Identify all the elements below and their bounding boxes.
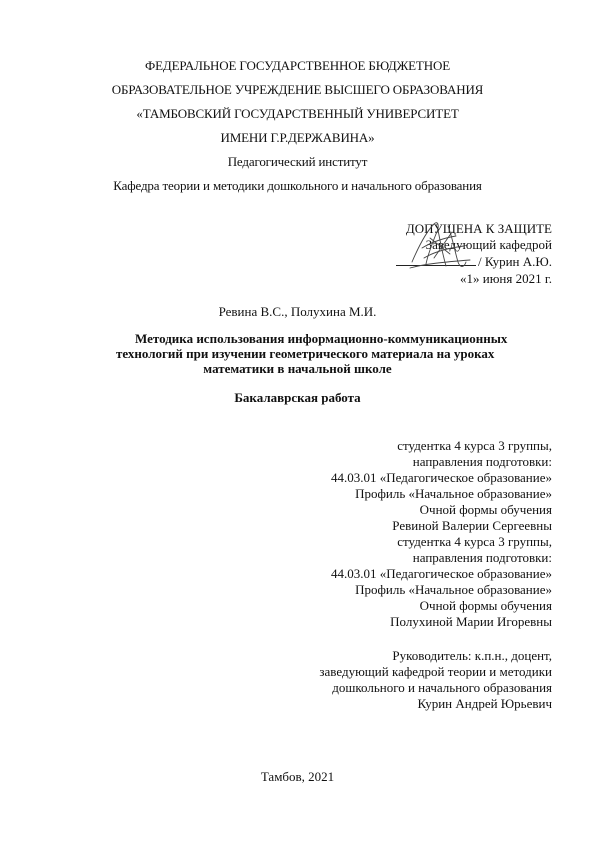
approval-title: ДОПУЩЕНА К ЗАЩИТЕ [405,221,552,236]
student-2-line-3: 44.03.01 «Педагогическое образование» [330,566,552,581]
approval-name: / Курин А.Ю. [478,254,552,269]
authors: Ревина В.С., Полухина М.И. [218,304,377,319]
student-2-line-2: направления подготовки: [412,550,552,565]
header-line-1: ФЕДЕРАЛЬНОЕ ГОСУДАРСТВЕННОЕ БЮДЖЕТНОЕ [145,58,450,73]
student-1-line-2: направления подготовки: [412,454,552,469]
header-line-2: ОБРАЗОВАТЕЛЬНОЕ УЧРЕЖДЕНИЕ ВЫСШЕГО ОБРАЗОВАНИЯ [111,82,484,97]
student-2-line-4: Профиль «Начальное образование» [355,582,552,597]
supervisor-line-2: заведующий кафедрой теории и методики [319,664,552,679]
city-year: Тамбов, 2021 [260,769,335,784]
department-name: Кафедра теории и методики дошкольного и начального образования [113,178,482,193]
header-line-4: ИМЕНИ Г.Р.ДЕРЖАВИНА» [220,130,375,145]
student-1-line-4: Профиль «Начальное образование» [355,486,552,501]
work-type: Бакалаврская работа [234,390,361,405]
student-2-line-1: студентка 4 курса 3 группы, [397,534,552,549]
student-1-line-1: студентка 4 курса 3 группы, [397,438,552,453]
signature-image [404,218,476,274]
header-line-3: «ТАМБОВСКИЙ ГОСУДАРСТВЕННЫЙ УНИВЕРСИТЕТ [136,106,459,121]
supervisor-name: Курин Андрей Юрьевич [417,696,552,711]
work-title-line-2: технологий при изучении геометрического материала на уроках [116,346,495,361]
approval-date: «1» июня 2021 г. [460,271,552,286]
student-2-name: Полухиной Марии Игоревны [390,614,552,629]
student-1-line-3: 44.03.01 «Педагогическое образование» [330,470,552,485]
institute-name: Педагогический институт [227,154,368,169]
student-1-line-5: Очной формы обучения [419,502,552,517]
work-title-line-1: Методика использования информационно-коммуникационных [135,331,508,346]
supervisor-line-1: Руководитель: к.п.н., доцент, [392,648,552,663]
work-title-line-3: математики в начальной школе [203,361,392,376]
approval-role: Заведующий кафедрой [425,237,552,252]
student-2-line-5: Очной формы обучения [419,598,552,613]
student-1-name: Ревиной Валерии Сергеевны [392,518,552,533]
supervisor-line-3: дошкольного и начального образования [332,680,552,695]
